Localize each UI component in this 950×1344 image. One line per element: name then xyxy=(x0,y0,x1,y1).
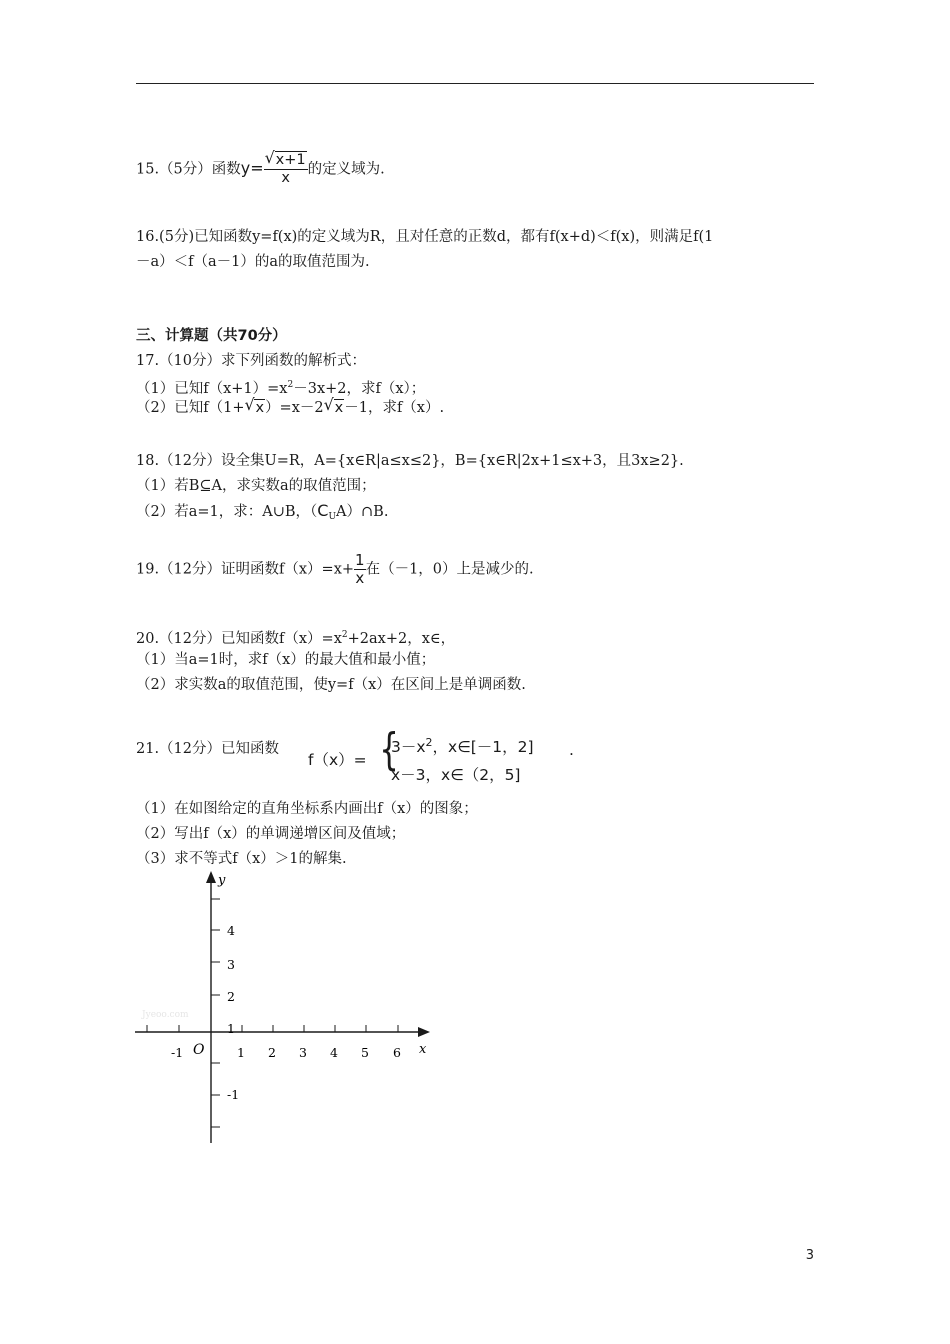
question-17-part1: （1）已知$f(x+1)=x^2-3x+2$，求f（x）； xyxy=(136,380,426,397)
question-19: 19.（12分）证明函数f（x）=x+ $\frac{1}{x}$ 在（－1，0）上是减少的. xyxy=(136,551,534,587)
x-axis-label: x xyxy=(419,1042,427,1057)
question-20-part1: （1）当a=1时，求f（x）的最大值和最小值； xyxy=(136,652,436,668)
question-18-part2: （2）若a=1，求：A∪B，$(C_UA)\cap B$. xyxy=(136,501,389,522)
y-tick-label: 4 xyxy=(227,923,235,938)
question-21-part2: （2）写出f（x）的单调递增区间及值域； xyxy=(136,826,406,842)
q15-sqrt: √ x+1 xyxy=(264,148,306,168)
piecewise-case-2: x－3，x∈（2，5] xyxy=(391,766,521,784)
q17-sqrt-2: √ x xyxy=(323,395,344,416)
piecewise-case-1: $3-x^2$，x∈[－1，2] xyxy=(391,736,534,756)
x-tick-label: 4 xyxy=(330,1045,338,1060)
piecewise-period: . xyxy=(569,741,574,759)
x-tick-label: 6 xyxy=(393,1045,401,1060)
question-15: 15.（5分）函数y= √ x+1 x 的定义域为. xyxy=(136,148,385,186)
question-17: 17.（10分）求下列函数的解析式： xyxy=(136,353,367,369)
complement-symbol: C xyxy=(317,501,329,520)
x-tick-label: -1 xyxy=(171,1045,184,1060)
origin-label: O xyxy=(193,1042,205,1058)
question-21-part3: （3）求不等式f（x）＞1的解集. xyxy=(136,851,347,867)
y-axis-label: y xyxy=(218,873,226,888)
piecewise-lhs: f（x）= xyxy=(308,751,367,769)
y-tick-label: 3 xyxy=(227,957,235,972)
x-tick-label: 3 xyxy=(299,1045,307,1060)
question-18-part1: （1）若B⊆A，求实数a的取值范围； xyxy=(136,478,376,494)
q15-fraction: √ x+1 x xyxy=(264,148,306,186)
x-axis-arrow xyxy=(418,1027,430,1037)
question-21-prefix: 21.（12分）已知函数 xyxy=(136,741,280,757)
section-title: 三、计算题（共70分） xyxy=(136,328,287,344)
x-tick-label: 1 xyxy=(237,1045,245,1060)
question-20-part2: （2）求实数a的取值范围，使y=f（x）在区间上是单调函数. xyxy=(136,677,526,693)
q19-fraction: $\frac{1}{x}$ xyxy=(355,551,365,587)
q17-sqrt-1: √ x xyxy=(244,395,265,416)
piecewise-brace: { xyxy=(379,724,399,775)
question-18: 18.（12分）设全集U=R，A={x∈R|a≤x≤2}，B={x∈R|2x+1≤x+3，且3x≥2}. xyxy=(136,453,684,469)
question-20: 20.（12分）已知函数$f(x)=x^2+2ax+2$，x∈， xyxy=(136,630,456,647)
y-axis-arrow xyxy=(206,871,216,883)
coordinate-axes xyxy=(130,865,440,1150)
question-16-line2: －a）＜f（a－1）的a的取值范围为. xyxy=(136,254,370,270)
header-rule xyxy=(136,83,814,84)
q15-y: y= xyxy=(240,158,264,178)
x-tick-label: 2 xyxy=(268,1045,276,1060)
question-17-part2: （2）已知f（1+ √ x）=x－2 √ x－1，求f（x）. xyxy=(136,395,445,416)
question-16-line1: 16.(5分)已知函数y=f(x)的定义域为R，且对任意的正数d，都有f(x+d)＜f(x)，则满足f(1 xyxy=(136,229,714,245)
y-tick-label: 2 xyxy=(227,989,235,1004)
question-21-part1: （1）在如图给定的直角坐标系内画出f（x）的图象； xyxy=(136,801,478,817)
y-tick-label: -1 xyxy=(227,1087,240,1102)
watermark: Jyeoo.com xyxy=(142,1010,189,1020)
x-tick-label: 5 xyxy=(361,1045,369,1060)
y-tick-label: 1 xyxy=(227,1021,235,1036)
page-number: 3 xyxy=(805,1248,814,1263)
